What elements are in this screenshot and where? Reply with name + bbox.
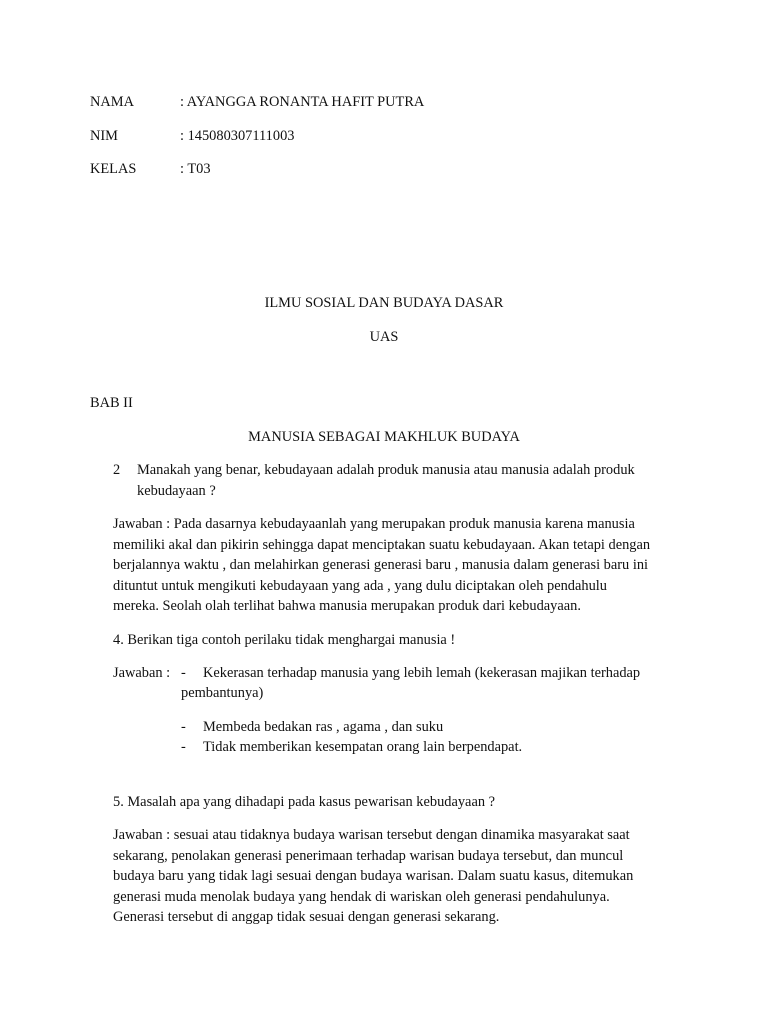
answer-2-line-3: berjalannya waktu , dan melahirkan generasi generasi baru , manusia dalam generasi baru ini [113, 557, 649, 573]
answer-5-line-2: sekarang, penolakan generasi penerimaan terhadap warisan budaya tersebut, dan muncul [113, 847, 624, 864]
question-2-line-1: Manakah yang benar, kebudayaan adalah produk manusia atau manusia adalah produk [137, 462, 635, 478]
answer-2-line-2: memiliki akal dan pikirin sehingga dapat menciptakan suatu kebudayaan. Akan tetapi dengan [113, 536, 651, 553]
question-4: 4. Berikan tiga contoh perilaku tidak menghargai manusia ! [113, 632, 456, 648]
answer-5-line-3: budaya baru yang tidak lagi sesuai dengan budaya warisan. Dalam suatu kasus, ditemukan [113, 868, 634, 884]
answer-5-line-1: Jawaban : sesuai atau tidaknya budaya warisan tersebut dengan dinamika masyarakat saat [113, 827, 630, 843]
answer-4-item-3: Tidak memberikan kesempatan orang lain berpendapat. [203, 739, 523, 755]
answer-2-line-4: dituntut untuk mengikuti kebudayaan yang ada , yang dulu diciptakan oleh pendahulu [113, 577, 607, 594]
nim-label: NIM [90, 128, 118, 144]
kelas-label: KELAS [90, 161, 137, 177]
nama-value: : AYANGGA RONANTA HAFIT PUTRA [180, 94, 425, 110]
chapter-title: MANUSIA SEBAGAI MAKHLUK BUDAYA [248, 429, 520, 445]
answer-4-item-2: Membeda bedakan ras , agama , dan suku [203, 719, 444, 735]
nama-label: NAMA [90, 94, 134, 110]
kelas-value: : T03 [180, 161, 211, 177]
answer-4-item-2-dash: - [181, 719, 186, 735]
answer-4-item-3-dash: - [181, 739, 186, 755]
chapter-label: BAB II [90, 395, 133, 411]
answer-2-line-1: Jawaban : Pada dasarnya kebudayaanlah yang merupakan produk manusia karena manusia [113, 516, 635, 532]
question-2-number: 2 [113, 462, 121, 478]
question-5: 5. Masalah apa yang dihadapi pada kasus pewarisan kebudayaan ? [113, 794, 496, 810]
course-title: ILMU SOSIAL DAN BUDAYA DASAR [264, 295, 504, 311]
answer-5-line-5: Generasi tersebut di anggap tidak sesuai dengan generasi sekarang. [113, 909, 500, 925]
question-2-line-2: kebudayaan ? [137, 483, 216, 499]
answer-4-item-1-line-2: pembantunya) [181, 685, 264, 701]
answer-4-item-1-dash: - [181, 665, 186, 681]
answer-4-label: Jawaban : [113, 665, 171, 681]
answer-2-line-5: mereka. Seolah olah terlihat bahwa manusia merupakan produk dari kebudayaan. [113, 598, 581, 614]
exam-title: UAS [369, 329, 399, 345]
answer-5-line-4: generasi muda menolak budaya yang hendak di wariskan oleh generasi pendahulunya. [113, 888, 610, 905]
answer-4-item-1-line-1: Kekerasan terhadap manusia yang lebih lemah (kekerasan majikan terhadap [203, 665, 641, 681]
nim-value: : 145080307111003 [180, 128, 295, 144]
